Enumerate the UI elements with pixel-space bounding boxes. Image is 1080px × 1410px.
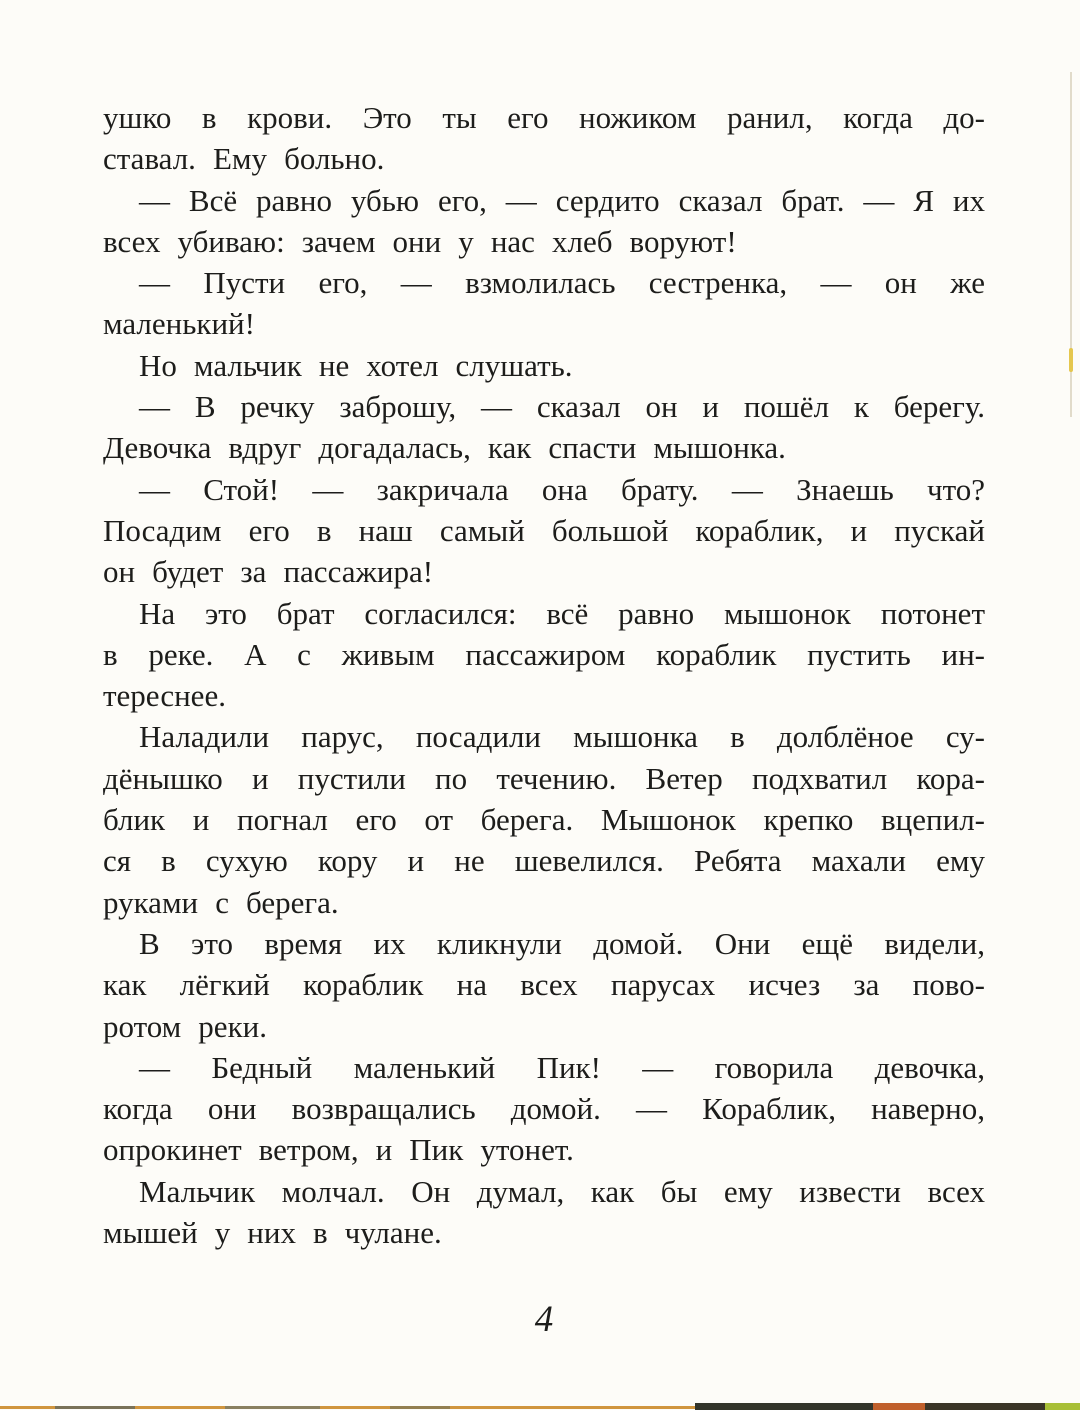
scan-strip-segment (873, 1403, 925, 1410)
text-line: дёнышко и пустили по течению. Ветер подхватил кора- (103, 760, 985, 796)
text-line: — Пусти его, — взмолилась сестренка, — он же (139, 265, 985, 301)
text-line: опрокинет ветром, и Пик утонет. (103, 1132, 574, 1168)
text-line: когда они возвращались домой. — Кораблик, наверно, (103, 1091, 985, 1127)
text-line: мышей у них в чулане. (103, 1215, 442, 1251)
scan-strip-segment (695, 1403, 873, 1410)
text-line: Девочка вдруг догадалась, как спасти мышонка. (103, 430, 786, 466)
text-line: — Бедный маленький Пик! — говорила девочка, (139, 1049, 985, 1085)
text-line: ротом реки. (103, 1008, 267, 1044)
page-number: 4 (534, 1299, 554, 1340)
text-line: всех убиваю: зачем они у нас хлеб воруют! (103, 223, 737, 259)
scan-strip-segment (55, 1406, 135, 1409)
text-line: — Всё равно убью его, — сердито сказал брат. — Я их (139, 182, 985, 218)
text-line: ся в сухую кору и не шевелился. Ребята махали ему (103, 843, 985, 879)
text-column (103, 97, 985, 1253)
text-line: — Стой! — закричала она брату. — Знаешь что? (139, 471, 985, 507)
scan-strip-segment (225, 1406, 320, 1409)
text-line: блик и погнал его от берега. Мышонок крепко вцепил- (103, 802, 985, 838)
scan-strip-segment (925, 1403, 1045, 1410)
scan-strip-segment (390, 1406, 450, 1409)
text-line: Мальчик молчал. Он думал, как бы ему извести всех (139, 1173, 985, 1209)
text-line: в реке. А с живым пассажиром кораблик пустить ин- (103, 636, 985, 672)
text-line: как лёгкий кораблик на всех парусах исчез за пово- (103, 967, 985, 1003)
scan-strip-segment (1045, 1403, 1080, 1410)
text-line: В это время их кликнули домой. Они ещё видели, (139, 925, 985, 961)
text-line: На это брат согласился: всё равно мышонок потонет (139, 595, 985, 631)
text-line: маленький! (103, 306, 255, 342)
text-line: Наладили парус, посадили мышонка в долблёное су- (139, 719, 985, 755)
text-line: — В речку заброшу, — сказал он и пошёл к берегу. (139, 389, 985, 425)
text-line: ушко в крови. Это ты его ножиком ранил, когда до- (103, 100, 985, 135)
text-line: руками с берега. (103, 884, 339, 920)
text-line: он будет за пассажира! (103, 554, 434, 590)
text-line: Но мальчик не хотел слушать. (139, 347, 573, 383)
text-line: ставал. Ему больно. (103, 141, 385, 177)
bottom-scan-strip (0, 1403, 1080, 1410)
page-edge-spot (1069, 348, 1073, 372)
text-line: Посадим его в наш самый большой кораблик, и пускай (103, 512, 985, 548)
text-line: тереснее. (103, 678, 226, 714)
